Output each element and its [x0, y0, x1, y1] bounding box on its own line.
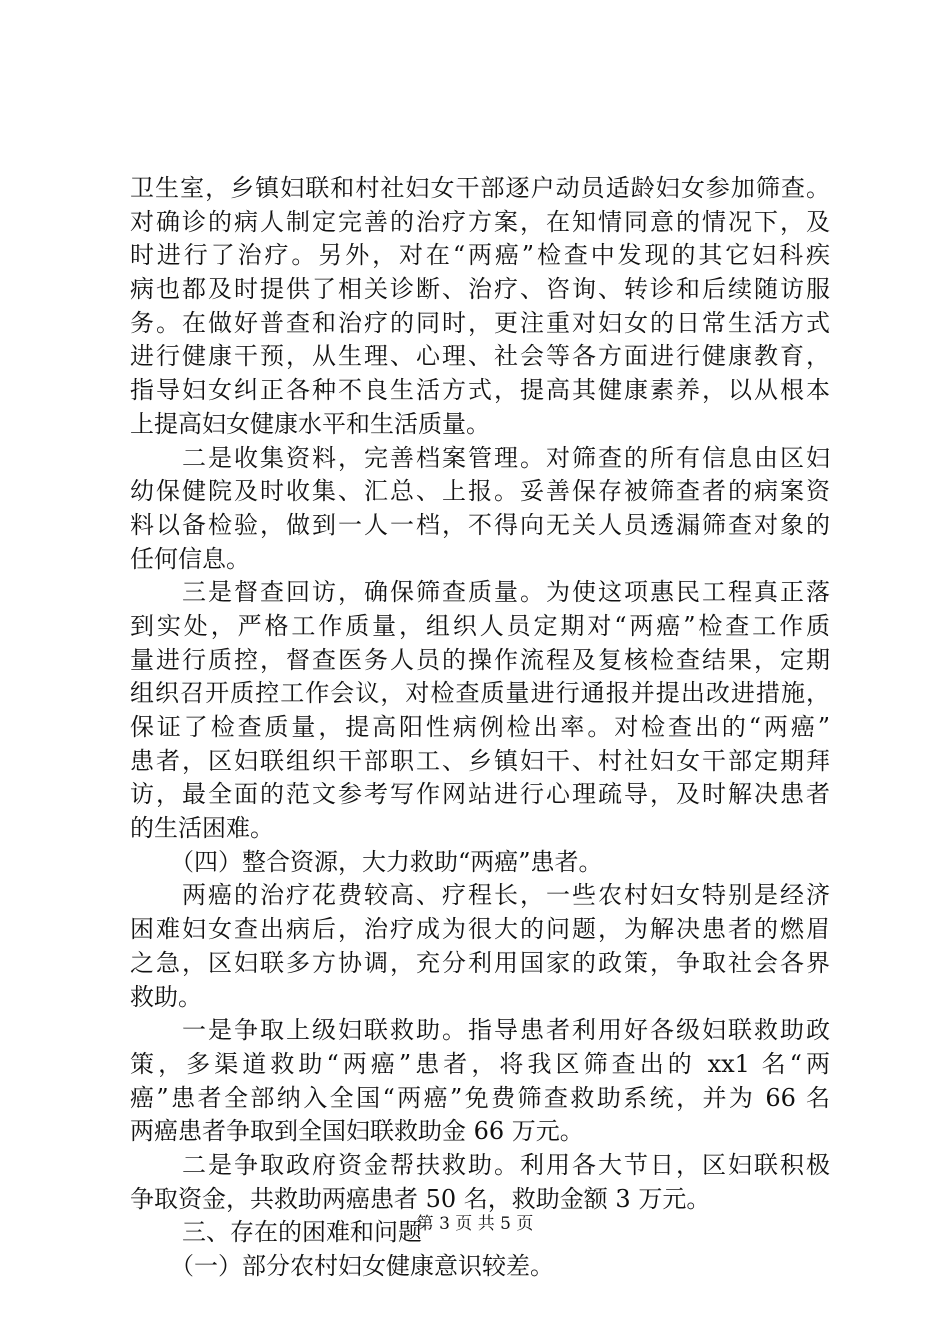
text-line: 上提高妇女健康水平和生活质量。 [130, 409, 490, 438]
document-body [130, 172, 830, 1284]
text-line: 卫生室，乡镇妇联和村社妇女干部逐户动员适龄妇女参加筛查。 [130, 174, 830, 202]
text-line: 料以备检验，做到一人一档，不得向无关人员透漏筛查对象的 [130, 510, 830, 539]
text-line: 之急，区妇联多方协调，充分利用国家的政策，争取社会各界 [130, 948, 830, 977]
text-line: 量进行质控，督查医务人员的操作流程及复核检查结果，定期 [130, 645, 830, 674]
section-heading: 三、存在的困难和问题 [182, 1218, 422, 1247]
paragraph-start-line: 三是督查回访，确保筛查质量。为使这项惠民工程真正落 [182, 578, 830, 607]
text-line: 救助。 [130, 982, 202, 1011]
text-line: 争取资金，共救助两癌患者 50 名，救助金额 3 万元。 [130, 1184, 711, 1213]
text-line: 组织召开质控工作会议，对检查质量进行通报并提出改进措施， [130, 679, 830, 708]
text-line: 患者，区妇联组织干部职工、乡镇妇干、村社妇女干部定期拜 [130, 746, 830, 775]
text-line: 任何信息。 [130, 544, 250, 573]
text-line: 癌”患者全部纳入全国“两癌”免费筛查救助系统，并为 66 名 [130, 1083, 830, 1112]
text-line: 访，最全面的范文参考写作网站进行心理疏导，及时解决患者 [130, 780, 830, 809]
paragraph-start-line: 二是争取政府资金帮扶救助。利用各大节日，区妇联积极 [182, 1150, 830, 1179]
paragraph-start-line: 二是收集资料，完善档案管理。对筛查的所有信息由区妇 [182, 443, 830, 472]
text-line: 困难妇女查出病后，治疗成为很大的问题，为解决患者的燃眉 [130, 915, 830, 944]
section-heading: （四）整合资源，大力救助“两癌”患者。 [170, 847, 603, 876]
text-line: 进行健康干预，从生理、心理、社会等各方面进行健康教育， [130, 342, 830, 371]
text-line: 到实处，严格工作质量，组织人员定期对“两癌”检查工作质 [130, 611, 830, 640]
text-line: 幼保健院及时收集、汇总、上报。妥善保存被筛查者的病案资 [130, 477, 830, 506]
paragraph-start-line: 两癌的治疗花费较高、疗程长，一些农村妇女特别是经济 [182, 881, 830, 910]
section-heading: （一）部分农村妇女健康意识较差。 [170, 1252, 554, 1280]
paragraph-start-line: 一是争取上级妇联救助。指导患者利用好各级妇联救助政 [182, 1016, 830, 1045]
text-line: 的生活困难。 [130, 814, 274, 843]
text-line: 务。在做好普查和治疗的同时，更注重对妇女的日常生活方式 [130, 308, 830, 337]
text-line: 两癌患者争取到全国妇联救助金 66 万元。 [130, 1117, 584, 1146]
page-number-footer: 第 3 页 共 5 页 [416, 1214, 534, 1234]
text-line: 保证了检查质量，提高阳性病例检出率。对检查出的“两癌” [130, 713, 830, 741]
text-line: 病也都及时提供了相关诊断、治疗、咨询、转诊和后续随访服 [130, 275, 830, 304]
text-line: 指导妇女纠正各种不良生活方式，提高其健康素养，以从根本 [130, 376, 830, 405]
text-line: 时进行了治疗。另外，对在“两癌”检查中发现的其它妇科疾 [130, 241, 830, 270]
text-line: 对确诊的病人制定完善的治疗方案，在知情同意的情况下，及 [130, 207, 830, 236]
text-line: 策，多渠道救助“两癌”患者，将我区筛查出的 xx1 名“两 [130, 1049, 830, 1078]
